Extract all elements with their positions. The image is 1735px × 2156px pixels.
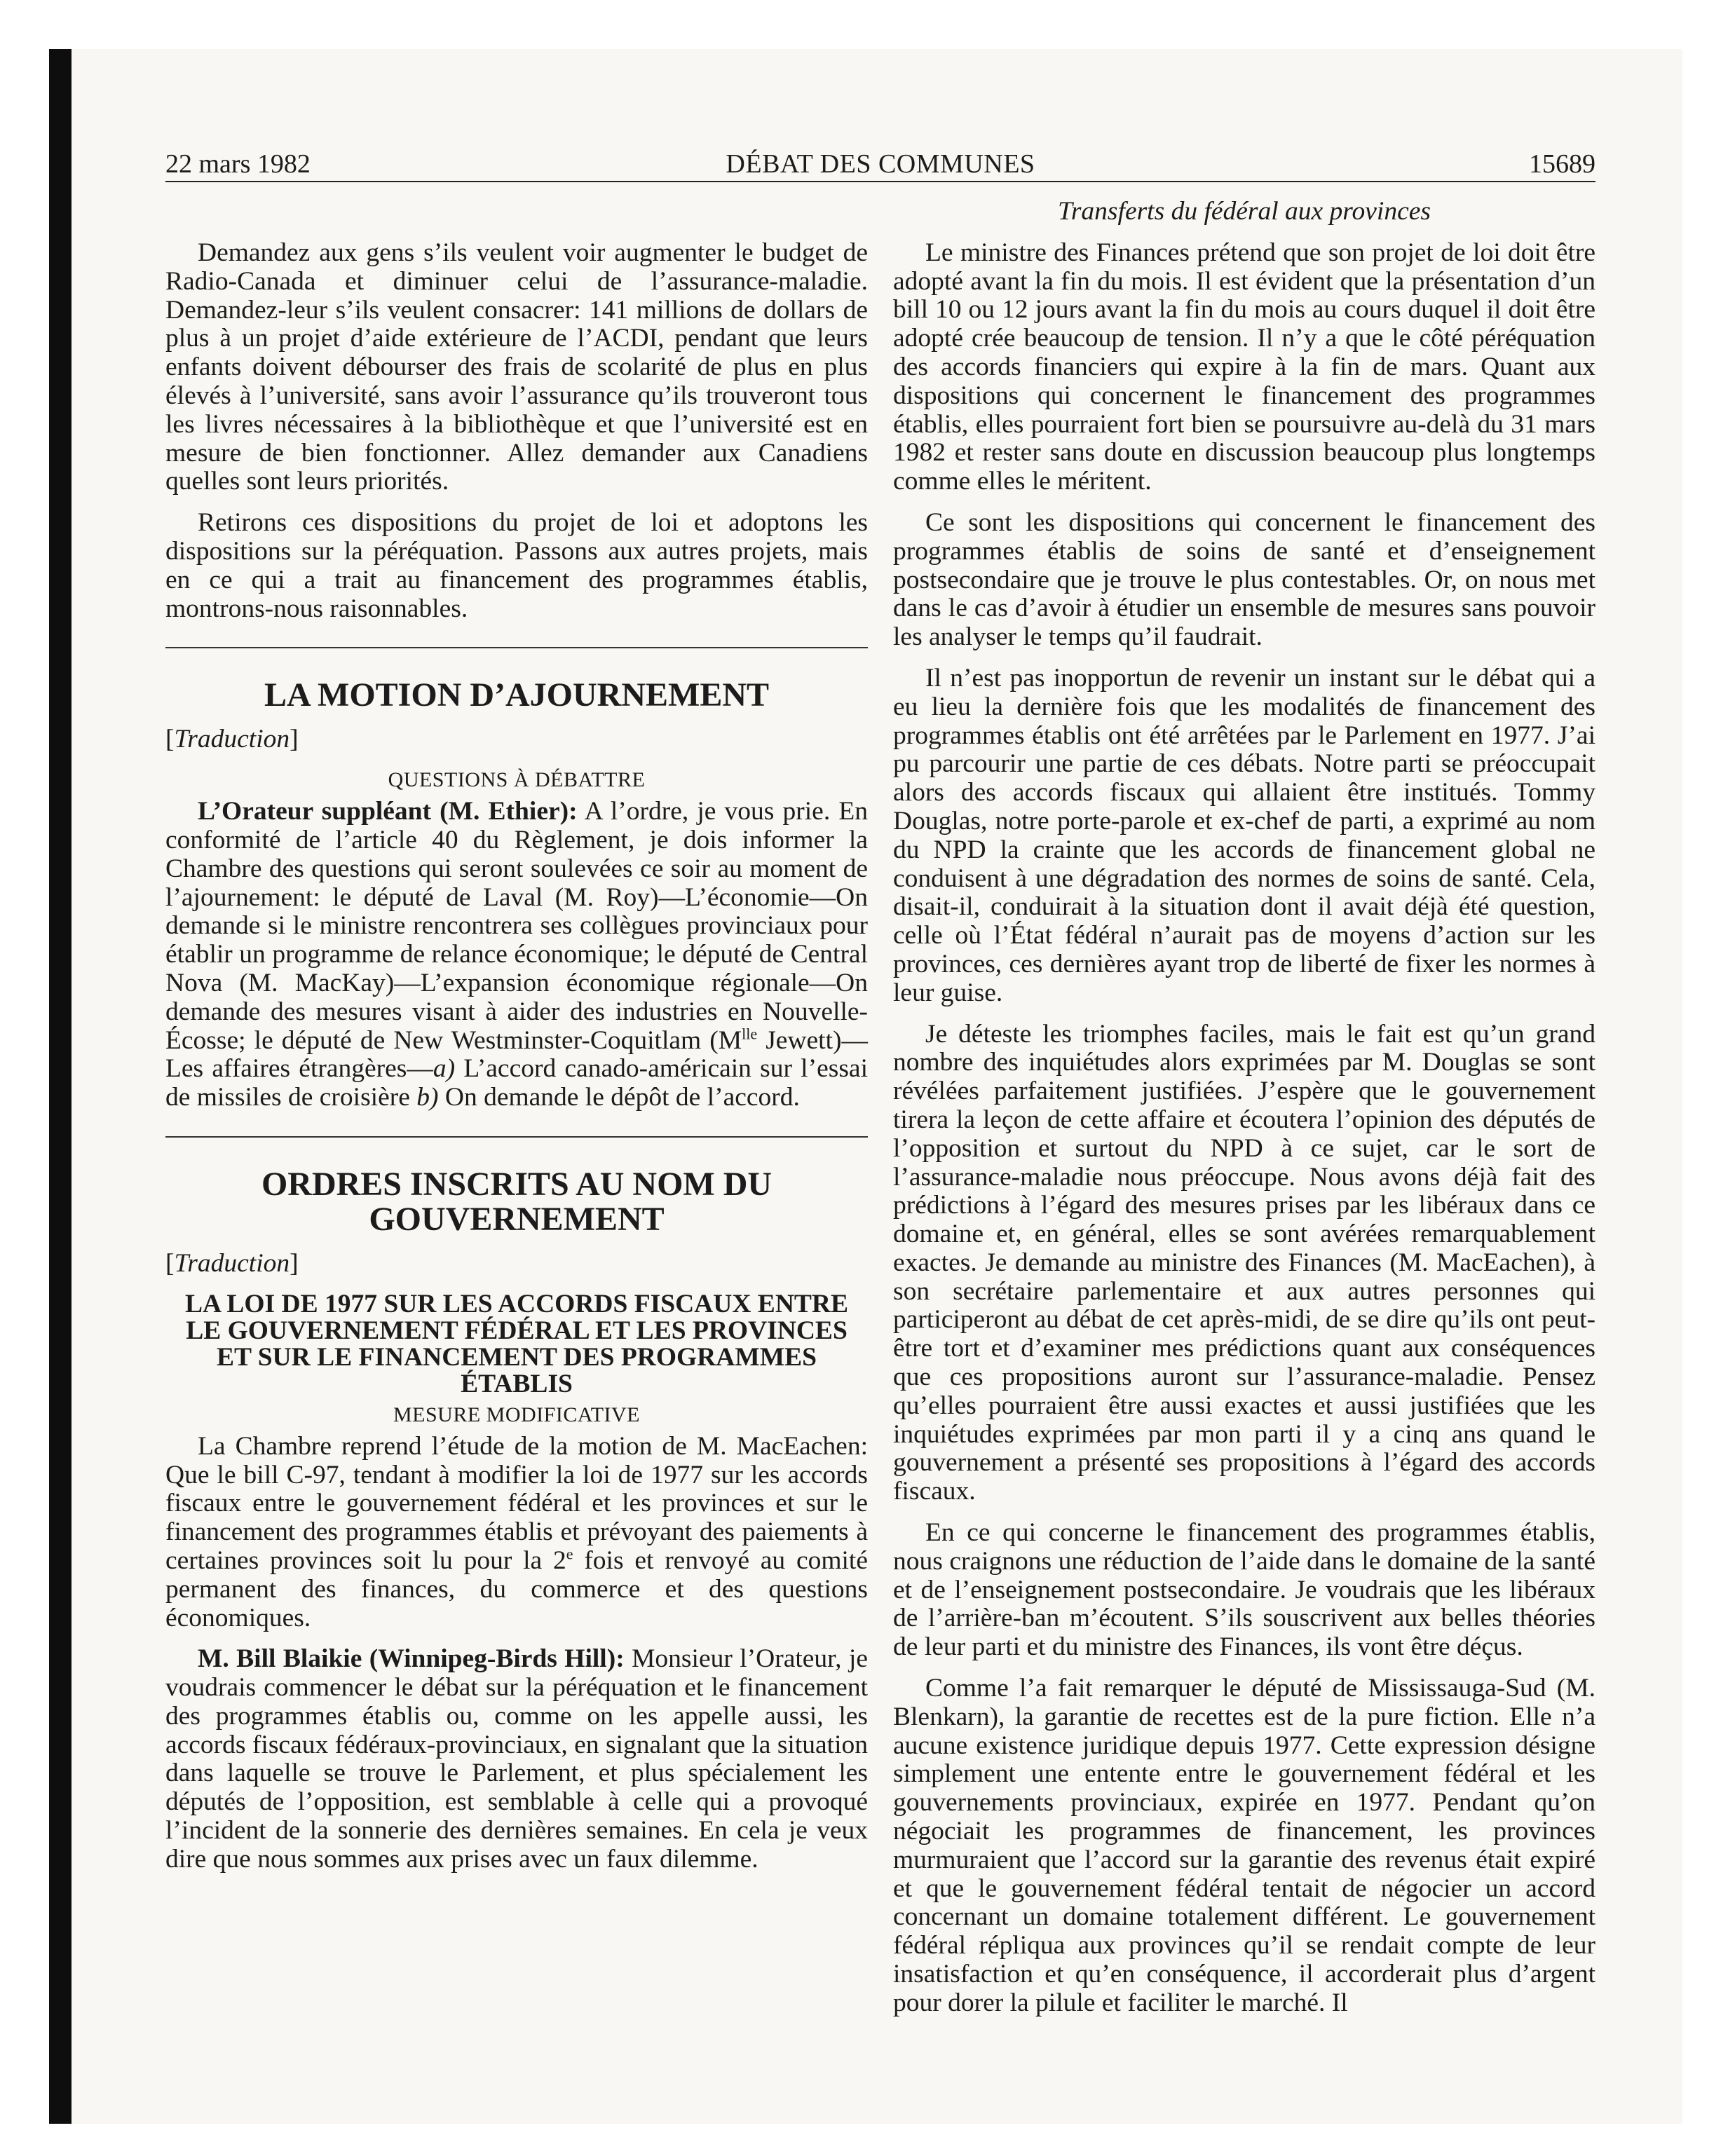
right-paragraph-2: Ce sont les dispositions qui concernent le financement des programmes établis de soins de santé et d’enseignement postsecondaire que je trouve le plus contestables. Or, on nous met dans le cas d’avoir à étudier un ensemble de mesures sans pouvoir les analyser le temps qu’il faudrait. bbox=[893, 507, 1595, 652]
speaker-1-name: L’Orateur suppléant (M. Ethier): bbox=[198, 797, 578, 826]
right-paragraph-4: Je déteste les triomphes faciles, mais le fait est qu’un grand nombre des inquiétudes alors exprimées par M. Douglas se sont révélées parfaitement justifiées. J’espère que le gouvernement tirera la leçon de cette affaire et écoutera l’opinion des députés de l’opposition et surtout du NPD à ce sujet, car le sort de l’assurance-maladie nous préoccupe. Nous avons déjà fait des prédictions à l’égard des mesures prises par les libéraux dans ce domaine et, en général, elles se sont avérées remarquablement exactes. Je demande au ministre des Finances (M. MacEachen), à son secrétaire parlementaire et aux autres personnes qui participeront au débat de cet après-midi, de se dire qu’ils ont peut-être tort et d’examiner mes prédictions quant aux conséquences que ces propositions auront sur l’assurance-maladie. Pensez qu’elles pourraient être aussi exactes et aussi justifiées que les inquiétudes exprimées par mon parti il y a cinq ans quand le gouvernement a présenté ses propositions à l’égard des accords fiscaux. bbox=[893, 1019, 1595, 1506]
header-page-number: 15689 bbox=[1529, 149, 1595, 179]
speaker-2-text: Monsieur l’Orateur, je voudrais commencer le débat sur la péréquation et le financement des programmes établis ou, comme on les appelle aussi, les accords fiscaux fédéraux-provinciaux, en signalant que la situation dans laquelle se trouve le Parlement, et plus spécialement les députés de l’opposition, est semblable à celle qui a provoqué l’incident de la sonnerie des dernières semaines. En cela je veux dire que nous sommes aux prises avec un faux dilemme. bbox=[165, 1644, 868, 1874]
speaker-2-name: M. Bill Blaikie (Winnipeg-Birds Hill): bbox=[198, 1644, 625, 1674]
speaker-1-text-d: On demande le dépôt de l’accord. bbox=[438, 1083, 800, 1112]
translation-note-1-text: Traduction bbox=[174, 725, 290, 754]
speaker-1-paragraph bbox=[165, 798, 868, 1112]
speaker-1-b: b) bbox=[416, 1083, 439, 1112]
translation-note-2: [Traduction] bbox=[165, 1248, 299, 1278]
speaker-1-sup: lle bbox=[742, 1025, 758, 1043]
speaker-2-paragraph bbox=[165, 1645, 868, 1874]
right-paragraph-5: En ce qui concerne le financement des programmes établis, nous craignons une réduction de l’aide dans le domaine de la santé et de l’enseignement postsecondaire. Je voudrais que les libéraux de l’arrière-ban m’écoutent. S’ils souscrivent aux belles théories de leur parti et du ministre des Finances, ils vont être déçus. bbox=[893, 1518, 1595, 1662]
resume-text-a: La Chambre reprend l’étude de la motion de M. MacEachen: Que le bill C-97, tendant à modifier la loi de 1977 sur les accords fiscaux entre le gouvernement fédéral et les provinces et sur le financement des programmes établis et prévoyant des paiements à certaines provinces soit lu pour la 2 bbox=[165, 1431, 868, 1575]
right-paragraph-3: Il n’est pas inopportun de revenir un instant sur le débat qui a eu lieu la dernière fois que les modalités de financement des programmes établis ont été arrêtées par le Parlement en 1977. J’ai pu parcourir une partie de ces débats. Notre parti se préoccupait alors des accords fiscaux qui allaient être institués. Tommy Douglas, notre porte-parole et ex-chef de parti, a exprimé au nom du NPD la crainte que les accords de financement global ne conduisent à une dégradation des normes de soins de santé. Cela, disait-il, conduirait à la situation dont il avait déjà été question, celle où l’État fédéral n’aurait pas de moyens d’action sur les provinces, ces dernières ayant trop de liberté de fixer les normes à leur guise. bbox=[893, 663, 1595, 1007]
questions-subheading: QUESTIONS À DÉBATTRE bbox=[388, 768, 646, 792]
bill-subheading: MESURE MODIFICATIVE bbox=[393, 1403, 640, 1426]
left-column-top-spacer bbox=[165, 198, 868, 239]
left-paragraph-2: Retirons ces dispositions du projet de loi et adoptons les dispositions sur la péréquation. Passons aux autres projets, mais en ce qui a trait au financement des programmes établis, montrons-nous raisonnables. bbox=[165, 508, 868, 623]
resume-sup: e bbox=[566, 1545, 573, 1563]
section-rule-1 bbox=[165, 647, 868, 648]
header-date: 22 mars 1982 bbox=[165, 149, 311, 179]
running-head: Transferts du fédéral aux provinces bbox=[1058, 197, 1431, 226]
orders-heading: ORDRES INSCRITS AU NOM DU GOUVERNEMENT bbox=[261, 1165, 773, 1238]
right-column bbox=[893, 198, 1595, 2031]
translation-note-2-text: Traduction bbox=[174, 1248, 290, 1278]
bill-heading: LA LOI DE 1977 SUR LES ACCORDS FISCAUX ENTRE LE GOUVERNEMENT FÉDÉRAL ET LES PROVINCES ET SUR LE FINANCEMENT DES PROGRAMMES ÉTABLIS bbox=[184, 1289, 849, 1398]
header-publication: DÉBAT DES COMMUNES bbox=[726, 149, 1035, 179]
scan-binding-edge bbox=[49, 49, 72, 2124]
right-paragraph-1: Le ministre des Finances prétend que son projet de loi doit être adopté avant la fin du mois. Il est évident que la présentation d’un bill 10 ou 12 jours avant la fin du mois au cours duquel il doit être adopté crée beaucoup de tension. Il n’y a que le côté péréquation des accords financiers qui expire à la fin de mars. Quant aux dispositions qui concernent le financement des programmes établis, elles pourraient fort bien se poursuivre au-delà du 31 mars 1982 et rester sans doute en discussion beaucoup plus longtemps comme elles le méritent. bbox=[893, 238, 1595, 496]
left-column bbox=[165, 198, 868, 1887]
resume-text-b: fois et renvoyé au comité permanent des finances, du commerce et des questions économiques. bbox=[165, 1546, 868, 1632]
resume-paragraph bbox=[165, 1433, 868, 1633]
speaker-1-text-c: L’accord canado-américain sur l’essai de missiles de croisière bbox=[165, 1054, 868, 1112]
speaker-1-a: a) bbox=[433, 1054, 456, 1084]
page-header bbox=[165, 147, 1595, 184]
motion-heading: LA MOTION D’AJOURNEMENT bbox=[264, 676, 770, 714]
speaker-1-text: A l’ordre, je vous prie. En conformité de l’article 40 du Règlement, je dois informer la Chambre des questions qui seront soulevées ce soir au moment de l’ajournement: le député de Laval (M. Roy)—L’économie—On demande si le ministre rencontrera ses collègues provinciaux pour établir un programme de relance économique; le député de Central Nova (M. MacKay)—L’expansion économique régionale—On demande des mesures visant à aider des industries en Nouvelle-Écosse; le député de New Westminster-Coquitlam (M bbox=[165, 797, 868, 1055]
speaker-1-text-b: Jewett)—Les affaires étrangères— bbox=[165, 1025, 868, 1084]
translation-note-1: [Traduction] bbox=[165, 725, 299, 754]
left-paragraph-1: Demandez aux gens s’ils veulent voir augmenter le budget de Radio-Canada et diminuer celui de l’assurance-maladie. Demandez-leur s’ils veulent consacrer: 141 millions de dollars de plus à un projet d’aide extérieure de l’ACDI, pendant que leurs enfants doivent débourser des frais de scolarité de plus en plus élevés à l’université, sans avoir l’assurance qu’ils trouveront tous les livres nécessaires à la bibliothèque et que l’université est en mesure de bien fonctionner. Allez demander aux Canadiens quelles sont leurs priorités. bbox=[165, 238, 868, 496]
right-paragraph-6: Comme l’a fait remarquer le député de Mississauga-Sud (M. Blenkarn), la garantie de recettes est de la pure fiction. Elle n’a aucune existence juridique depuis 1977. Cette expression désigne simplement une entente entre le gouvernement fédéral et les gouvernements provinciaux, expirée en 1977. Pendant qu’on négociait les programmes de financement, les provinces murmuraient que l’accord sur la garantie des revenus était expiré et que le gouvernement fédéral tentait de négocier un accord concernant un domaine totalement différent. Le gouvernement fédéral répliqua aux provinces qu’il se rendait compte de leur insatisfaction et qu’en conséquence, il accorderait plus d’argent pour dorer la pilule et faciliter le marché. Il bbox=[893, 1674, 1595, 2017]
section-rule-2 bbox=[165, 1136, 868, 1138]
header-rule bbox=[165, 181, 1595, 182]
